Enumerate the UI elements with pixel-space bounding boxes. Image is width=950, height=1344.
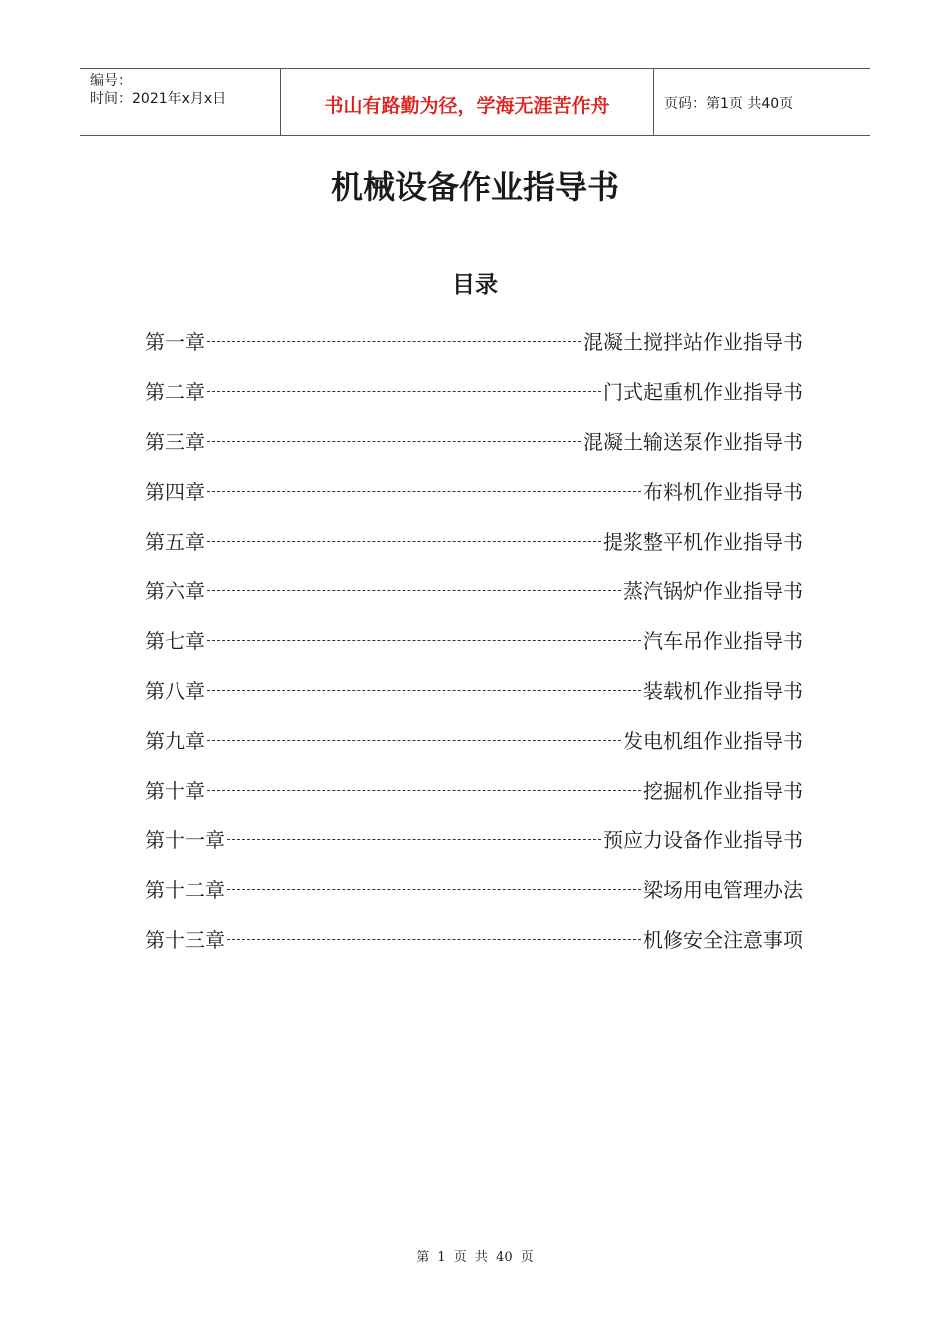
toc-chapter-title: 机修安全注意事项 [643,927,803,952]
toc-chapter-title: 预应力设备作业指导书 [603,828,803,853]
toc-item[interactable] [145,665,803,715]
toc-chapter: 第八章 [145,678,205,703]
toc-item[interactable] [145,316,803,366]
toc-item[interactable] [145,914,803,964]
toc-chapter: 第四章 [145,479,205,504]
toc-chapter-title: 蒸汽锅炉作业指导书 [623,579,803,604]
toc-chapter-title: 汽车吊作业指导书 [643,629,803,654]
toc-chapter-title: 混凝土搅拌站作业指导书 [583,330,803,355]
toc-chapter: 第三章 [145,429,205,454]
toc-leader [207,541,601,542]
toc-leader [207,640,641,641]
toc-chapter: 第一章 [145,330,205,355]
toc-item[interactable] [145,416,803,466]
toc-item[interactable] [145,814,803,864]
toc-leader [207,690,641,691]
header-motto: 书山有路勤为径，学海无涯苦作舟 [281,69,654,135]
doc-time-label: 时间：2021年x月x日 [90,91,227,107]
toc-chapter: 第十三章 [145,927,225,952]
toc-leader [207,740,621,741]
toc-leader [207,341,581,342]
toc-item[interactable] [145,615,803,665]
toc-leader [207,441,581,442]
toc-item[interactable] [145,714,803,764]
toc-chapter-title: 挖掘机作业指导书 [643,778,803,803]
toc-leader [227,839,601,840]
toc-chapter-title: 混凝土输送泵作业指导书 [583,429,803,454]
toc-leader [227,889,641,890]
toc-leader [207,391,601,392]
toc-chapter: 第六章 [145,579,205,604]
toc-chapter: 第十二章 [145,878,225,903]
toc-chapter: 第十一章 [145,828,225,853]
toc-item[interactable] [145,565,803,615]
page-header [80,68,870,136]
toc-chapter-title: 门式起重机作业指导书 [603,380,803,405]
toc-leader [207,790,641,791]
toc-chapter-title: 梁场用电管理办法 [643,878,803,903]
toc-chapter-title: 提浆整平机作业指导书 [603,529,803,554]
toc-item[interactable] [145,366,803,416]
page-footer: 第 1 页 共 40 页 [416,1250,534,1265]
toc-chapter-title: 装载机作业指导书 [643,678,803,703]
toc-leader [227,939,641,940]
toc-item[interactable] [145,864,803,914]
document-title: 机械设备作业指导书 [330,168,619,206]
toc-item[interactable] [145,764,803,814]
doc-number-label: 编号： [90,73,132,89]
toc-chapter: 第九章 [145,728,205,753]
toc-chapter: 第七章 [145,629,205,654]
table-of-contents [145,316,803,963]
toc-item[interactable] [145,515,803,565]
toc-chapter: 第五章 [145,529,205,554]
toc-chapter: 第十章 [145,778,205,803]
toc-chapter: 第二章 [145,380,205,405]
header-meta-cell [80,69,281,135]
toc-leader [207,491,641,492]
toc-chapter-title: 布料机作业指导书 [643,479,803,504]
toc-chapter-title: 发电机组作业指导书 [623,728,803,753]
toc-item[interactable] [145,465,803,515]
header-page-info: 页码：第1页 共40页 [664,96,794,112]
toc-heading: 目录 [452,272,498,298]
toc-leader [207,590,621,591]
